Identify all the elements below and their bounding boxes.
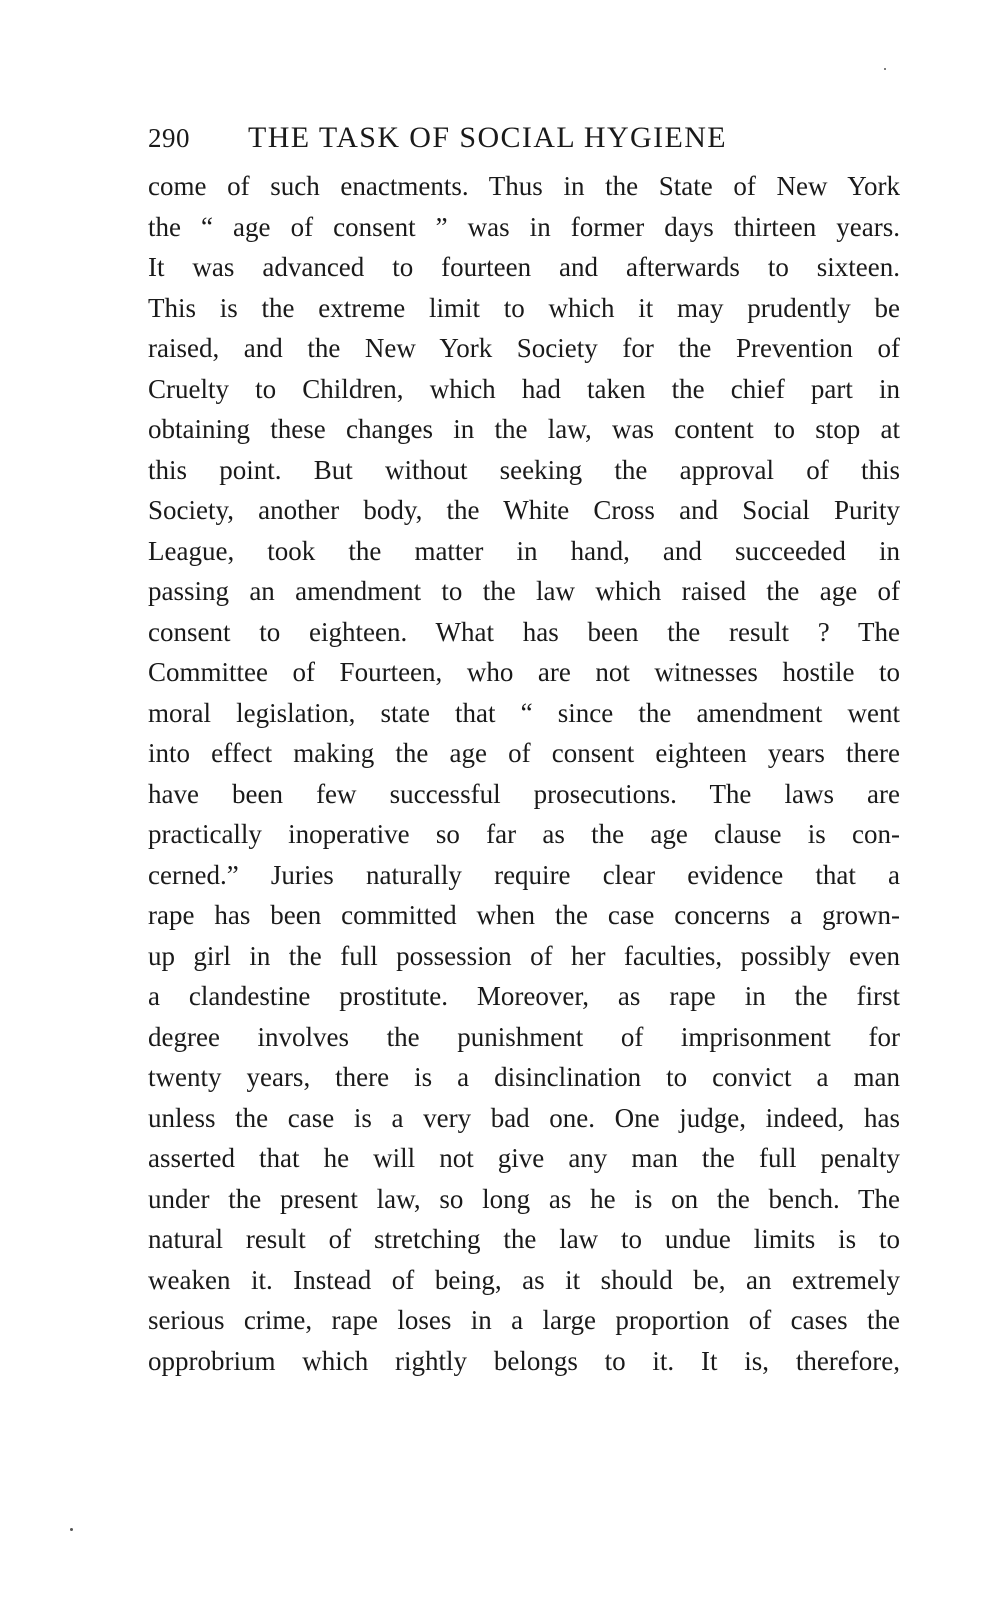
page-number: 290 xyxy=(148,123,190,153)
text-line: Cruelty to Children, which had taken the chief part in xyxy=(148,373,900,404)
text-line: moral legislation, state that “ since the amendment went xyxy=(148,697,900,728)
text-line: this point. But without seeking the approval of this xyxy=(148,454,900,485)
text-line: a clandestine prostitute. Moreover, as rape in the first xyxy=(148,981,900,1011)
text-line: natural result of stretching the law to undue limits is to xyxy=(148,1224,900,1254)
scan-speck xyxy=(70,1528,73,1531)
text-line: obtaining these changes in the law, was content to stop at xyxy=(148,414,900,444)
text-line: into effect making the age of consent eighteen years there xyxy=(148,738,900,768)
text-line: have been few successful prosecutions. The laws are xyxy=(148,778,900,809)
text-line: degree involves the punishment of imprisonment for xyxy=(148,1021,900,1052)
text-line: Society, another body, the White Cross and Social Purity xyxy=(148,495,900,525)
running-title: THE TASK OF SOCIAL HYGIENE xyxy=(248,121,727,154)
scan-speck xyxy=(884,68,886,70)
text-line: This is the extreme limit to which it may prudently be xyxy=(148,292,900,323)
text-line: the “ age of consent ” was in former days thirteen years. xyxy=(148,211,900,242)
text-line: Committee of Fourteen, who are not witnesses hostile to xyxy=(148,657,900,687)
text-line: It was advanced to fourteen and afterwards to sixteen. xyxy=(148,252,900,282)
text-line: cerned.” Juries naturally require clear evidence that a xyxy=(148,859,900,890)
text-line: asserted that he will not give any man the full penalty xyxy=(148,1143,900,1173)
text-line: up girl in the full possession of her faculties, possibly even xyxy=(148,940,900,971)
body-text xyxy=(148,166,900,1381)
text-line: come of such enactments. Thus in the State of New York xyxy=(148,171,900,201)
text-line: practically inoperative so far as the age clause is con- xyxy=(148,819,900,849)
text-line: raised, and the New York Society for the Prevention of xyxy=(148,333,900,363)
page-header xyxy=(148,118,908,158)
text-line: unless the case is a very bad one. One judge, indeed, has xyxy=(148,1102,900,1133)
text-line: rape has been committed when the case concerns a grown- xyxy=(148,900,900,930)
text-line: League, took the matter in hand, and succeeded in xyxy=(148,535,900,566)
text-line: consent to eighteen. What has been the result ? The xyxy=(148,616,900,647)
text-line: opprobrium which rightly belongs to it. It is, therefore, xyxy=(148,1345,900,1376)
text-line: twenty years, there is a disinclination to convict a man xyxy=(148,1062,900,1092)
text-line: weaken it. Instead of being, as it should be, an extremely xyxy=(148,1264,900,1295)
text-line: serious crime, rape loses in a large proportion of cases the xyxy=(148,1305,900,1335)
text-line: passing an amendment to the law which raised the age of xyxy=(148,576,900,606)
text-line: under the present law, so long as he is on the bench. The xyxy=(148,1183,900,1214)
